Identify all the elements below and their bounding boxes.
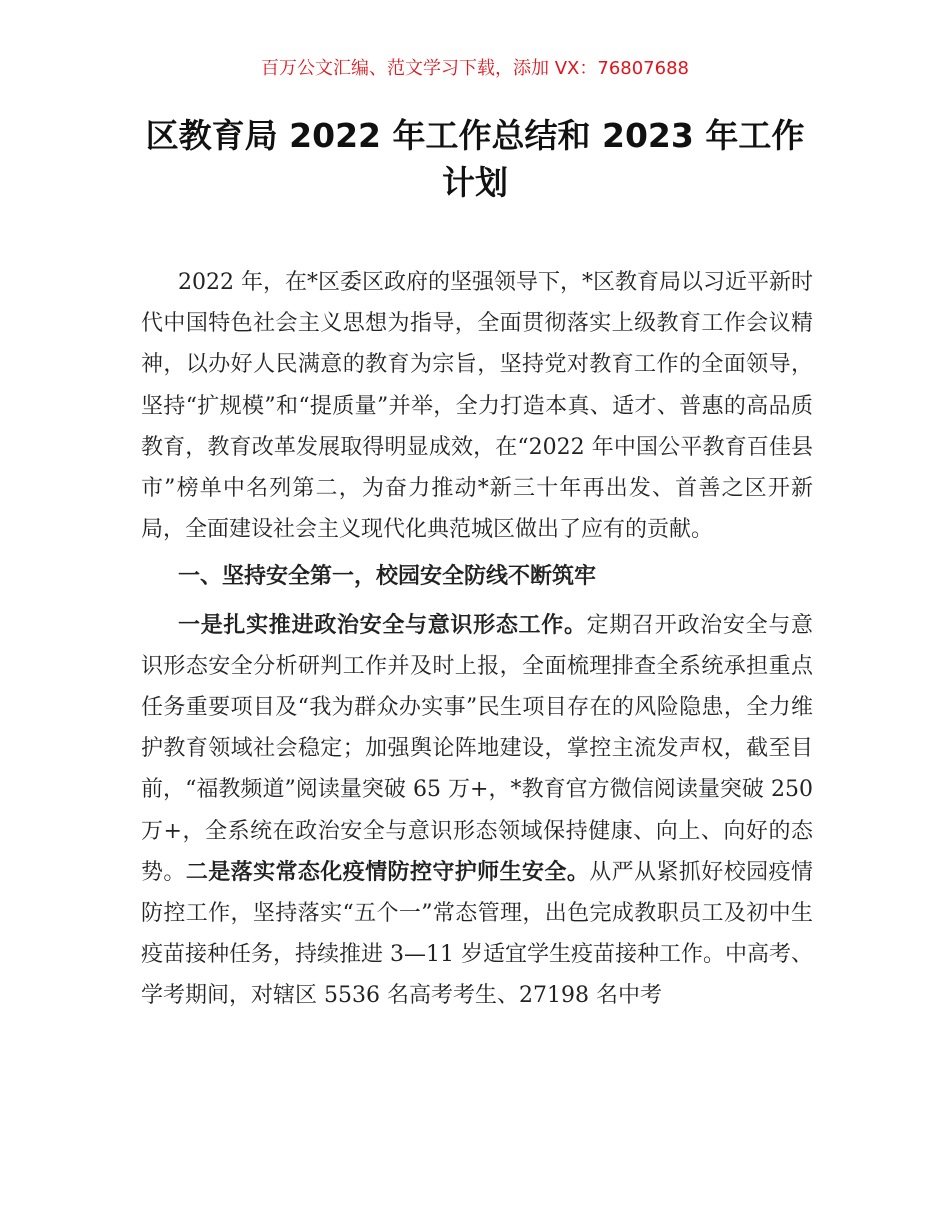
document-body bbox=[141, 262, 813, 1017]
point-title: 一是扎实推进政治安全与意识形态工作。 bbox=[178, 612, 587, 638]
point-text: 从严从紧抓好校园疫情防控工作，坚持落实“五个一”常态管理，出色完成教职员工及初中生疫苗接种任务，持续推进 3—11 岁适宜学生疫苗接种工作。中高考、学考期间，对辖区 5536 名高考考生、27198 名中考 bbox=[141, 859, 813, 1009]
section-paragraph bbox=[141, 605, 813, 1017]
point-title: 二是落实常态化疫情防控守护师生安全。 bbox=[185, 859, 590, 885]
title-line-2: 计划 bbox=[442, 163, 508, 202]
point-text: 定期召开政治安全与意识形态安全分析研判工作并及时上报，全面梳理排查全系统承担重点任务重要项目及“我为群众办实事”民生项目存在的风险隐患，全力维护教育领域社会稳定；加强舆论阵地建设，掌控主流发声权，截至目前，“福教频道”阅读量突破 65 万+，*教育官方微信阅读量突破 250 万+，全系统在政治安全与意识形态领域保持健康、向上、向好的态势。 bbox=[141, 612, 813, 885]
document-title bbox=[120, 112, 830, 206]
title-line-1: 区教育局 2022 年工作总结和 2023 年工作 bbox=[145, 116, 805, 155]
intro-paragraph: 2022 年，在*区委区政府的坚强领导下，*区教育局以习近平新时代中国特色社会主义思想为指导，全面贯彻落实上级教育工作会议精神，以办好人民满意的教育为宗旨，坚持党对教育工作的全面领导，坚持“扩规模”和“提质量”并举，全力打造本真、适才、普惠的高品质教育，教育改革发展取得明显成效，在“2022 年中国公平教育百佳县市”榜单中名列第二，为奋力推动*新三十年再出发、首善之区开新局，全面建设社会主义现代化典范城区做出了应有的贡献。 bbox=[141, 270, 813, 543]
section-heading: 一、坚持安全第一，校园安全防线不断筑牢 bbox=[178, 564, 597, 590]
watermark-banner: 百万公文汇编、范文学习下载，添加 VX：76807688 bbox=[261, 58, 689, 79]
